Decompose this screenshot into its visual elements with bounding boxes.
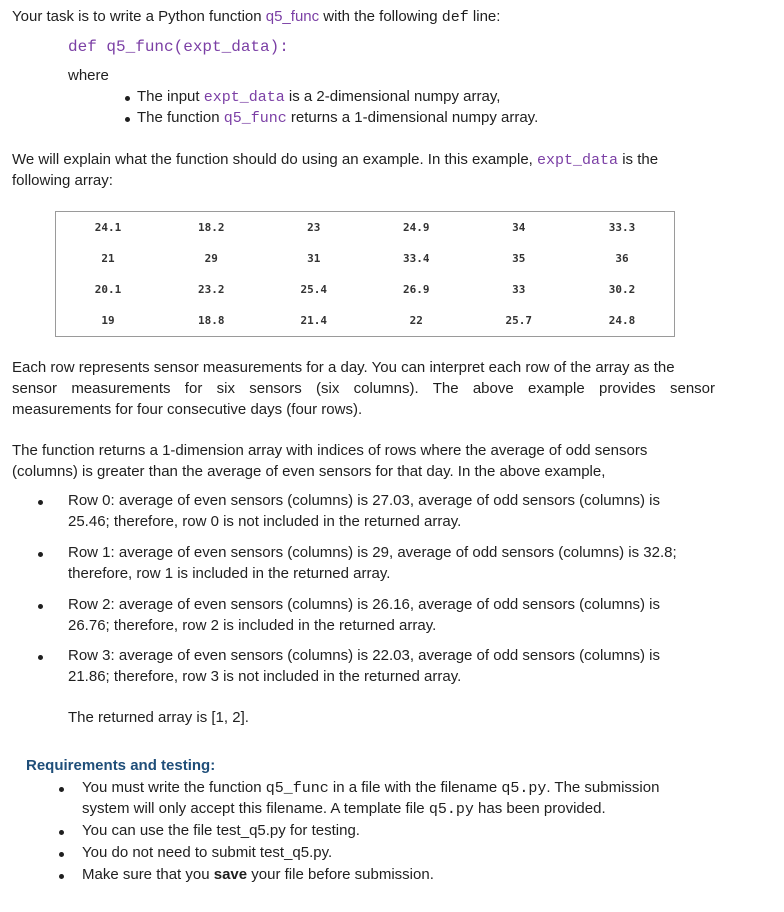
text: The function <box>137 109 224 126</box>
data-table <box>55 211 675 337</box>
inline-code: expt_data <box>203 89 285 106</box>
req-1-line-2 <box>82 800 606 818</box>
para1-line-1: Each row represents sensor measurements for a day. You can interpret each row of the array as the <box>12 359 675 376</box>
table-cell: 24.9 <box>402 221 430 234</box>
bullet-icon <box>59 787 64 792</box>
table-cell: 18.8 <box>197 314 225 327</box>
text: You must write the function <box>82 779 266 796</box>
table-cell: 35 <box>512 252 526 265</box>
table-cell: 33.4 <box>402 252 430 265</box>
bullet-icon <box>38 655 43 660</box>
table-cell: 33.3 <box>608 221 636 234</box>
explain-line-1 <box>12 151 658 169</box>
row-expl-0-line-1: Row 0: average of even sensors (columns) is 27.03, average of odd sensors (columns) is <box>68 492 660 509</box>
table-cell: 20.1 <box>94 283 122 296</box>
inline-code: q5_func <box>223 110 287 127</box>
table-cell: 30.2 <box>608 283 636 296</box>
row-expl-0-line-2: 25.46; therefore, row 0 is not included in the returned array. <box>68 513 462 530</box>
intro-text: with the following <box>319 8 442 25</box>
intro-line <box>12 8 500 26</box>
table-row <box>56 274 675 305</box>
text: We will explain what the function should do using an example. In this example, <box>12 151 538 168</box>
req-3: You do not need to submit test_q5.py. <box>82 844 333 861</box>
table-cell: 19 <box>101 314 115 327</box>
inline-code: q5.py <box>501 780 547 797</box>
def-keyword: def <box>441 9 469 26</box>
row-expl-2-line-1: Row 2: average of even sensors (columns) is 26.16, average of odd sensors (columns) is <box>68 596 660 613</box>
table-cell: 22 <box>409 314 423 327</box>
para1-line-3: measurements for four consecutive days (four rows). <box>12 401 363 418</box>
bullet-icon <box>125 117 130 122</box>
text: has been provided. <box>473 800 606 817</box>
table-row <box>56 212 675 244</box>
text: system will only accept this filename. A template file <box>82 800 429 817</box>
table-cell: 26.9 <box>402 283 430 296</box>
table-cell: 33 <box>512 283 526 296</box>
para1-line-2: sensor measurements for six sensors (six columns). The above example provides sensor <box>12 380 715 397</box>
text: is the <box>618 151 659 168</box>
intro-text: line: <box>468 8 501 25</box>
table-row <box>56 243 675 274</box>
inline-code: q5_func <box>265 780 329 797</box>
intro-bullet-1 <box>137 88 500 106</box>
requirements-heading: Requirements and testing: <box>26 757 216 774</box>
bullet-icon <box>59 852 64 857</box>
intro-bullet-2 <box>137 109 538 127</box>
row-expl-1-line-2: therefore, row 1 is included in the returned array. <box>68 565 391 582</box>
function-signature: def q5_func(expt_data): <box>68 38 289 56</box>
table-row <box>56 305 675 337</box>
table-cell: 23.2 <box>197 283 225 296</box>
req-4 <box>82 866 434 883</box>
bullet-icon <box>38 604 43 609</box>
bullet-icon <box>125 96 130 101</box>
explain-line-2: following array: <box>12 172 113 189</box>
row-expl-3-line-2: 21.86; therefore, row 3 is not included in the returned array. <box>68 668 462 685</box>
bullet-icon <box>59 874 64 879</box>
text: is a 2-dimensional numpy array, <box>284 88 501 105</box>
row-expl-3-line-1: Row 3: average of even sensors (columns) is 22.03, average of odd sensors (columns) is <box>68 647 660 664</box>
table-cell: 29 <box>204 252 218 265</box>
req-2: You can use the file test_q5.py for testing. <box>82 822 360 839</box>
text: in a file with the filename <box>328 779 502 796</box>
req-1-line-1 <box>82 779 659 797</box>
table-cell: 24.8 <box>608 314 636 327</box>
para2-line-2: (columns) is greater than the average of even sensors for that day. In the above example, <box>12 463 606 480</box>
para2-line-1: The function returns a 1-dimension array with indices of rows where the average of odd sensors <box>12 442 648 459</box>
table-cell: 25.7 <box>505 314 532 327</box>
bullet-icon <box>38 500 43 505</box>
inline-code: q5.py <box>428 801 474 818</box>
text: Make sure that you <box>82 866 214 883</box>
table-cell: 36 <box>615 252 629 265</box>
row-expl-1-line-1: Row 1: average of even sensors (columns) is 29, average of odd sensors (columns) is 32.8; <box>68 544 677 561</box>
inline-code: expt_data <box>537 152 619 169</box>
table-cell: 21.4 <box>300 314 327 327</box>
table-cell: 31 <box>307 252 321 265</box>
table-cell: 34 <box>512 221 526 234</box>
text: The input <box>137 88 204 105</box>
table-cell: 25.4 <box>300 283 327 296</box>
text: returns a 1-dimensional numpy array. <box>286 109 539 126</box>
table-cell: 21 <box>101 252 115 265</box>
bullet-icon <box>59 830 64 835</box>
func-name: q5_func <box>265 8 320 25</box>
table-cell: 18.2 <box>197 221 225 234</box>
row-expl-2-line-2: 26.76; therefore, row 2 is included in the returned array. <box>68 617 437 634</box>
bold-text: save <box>213 866 248 883</box>
text: your file before submission. <box>247 866 434 883</box>
returned-array-text: The returned array is [1, 2]. <box>68 709 249 726</box>
table-cell: 23 <box>307 221 321 234</box>
table-cell: 24.1 <box>94 221 122 234</box>
text: . The submission <box>546 779 660 796</box>
bullet-icon <box>38 552 43 557</box>
intro-text: Your task is to write a Python function <box>12 8 266 25</box>
where-label: where <box>68 67 109 84</box>
